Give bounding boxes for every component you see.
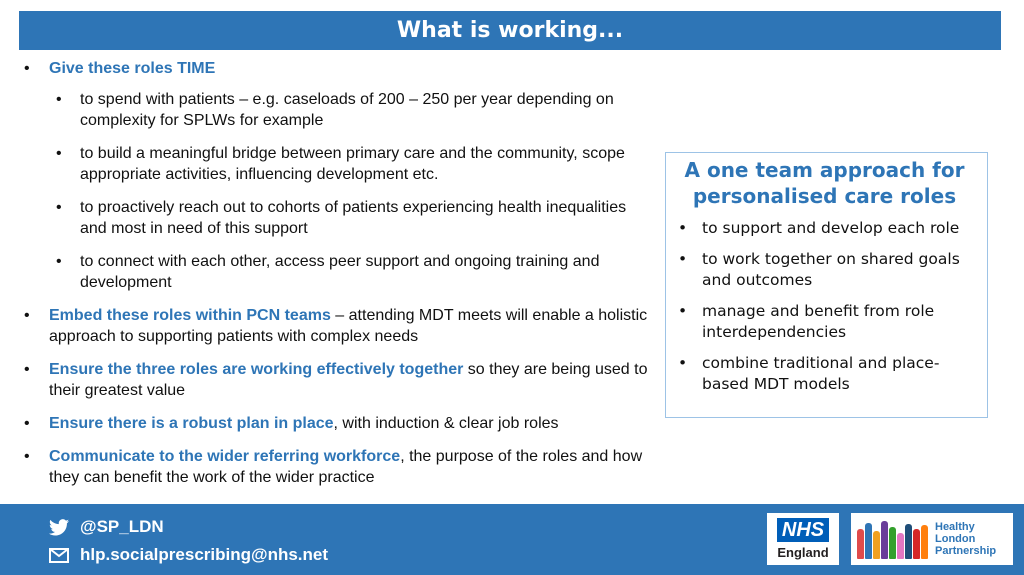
hlp-line-2: Partnership [935, 545, 997, 557]
hlp-wordmark [935, 521, 1013, 557]
sub-bullet-3: • to proactively reach out to cohorts of patients experiencing health inequalities and most in need of this support [56, 197, 654, 239]
sub-bullet-1: • to spend with patients – e.g. caseloads of 200 – 250 per year depending on complexity for SPLWs for example [56, 89, 654, 131]
bullet-highlight: Communicate to the wider referring workforce [49, 448, 401, 465]
email-contact[interactable] [48, 545, 328, 565]
healthy-london-partnership-logo [851, 513, 1013, 565]
box-list [674, 218, 975, 395]
bullet-highlight: Give these roles TIME [49, 60, 216, 77]
email-address: hlp.socialprescribing@nhs.net [80, 545, 329, 564]
nhs-badge: NHS [777, 518, 829, 542]
mail-icon [48, 545, 70, 565]
bullet-text: – attending MDT meets will enable a holistic approach to supporting patients with complex needs [49, 307, 648, 345]
bullet-highlight: Ensure there is a robust plan in place [49, 415, 334, 432]
bullet-highlight: Ensure the three roles are working effectively together [49, 361, 464, 378]
box-item: • manage and benefit from role interdependencies [674, 301, 975, 343]
sub-bullet-2: • to build a meaningful bridge between primary care and the community, scope appropriate activities, influencing development etc. [56, 143, 654, 185]
box-item: • combine traditional and place-based MDT models [674, 353, 975, 395]
bullet-three-roles [24, 359, 654, 401]
bullet-highlight: Embed these roles within PCN teams [49, 307, 331, 324]
box-item: • to work together on shared goals and outcomes [674, 249, 975, 291]
one-team-box [665, 152, 988, 418]
twitter-contact[interactable] [48, 517, 164, 537]
box-item: • to support and develop each role [674, 218, 975, 239]
nhs-england-logo [767, 513, 839, 565]
sub-bullet-4: • to connect with each other, access peer support and ongoing training and development [56, 251, 654, 293]
title-bar [19, 11, 1001, 50]
nhs-region: England [777, 545, 829, 560]
hlp-line-1: Healthy London [935, 521, 976, 545]
twitter-icon [48, 517, 70, 537]
bullet-robust-plan [24, 413, 654, 434]
twitter-handle: @SP_LDN [80, 517, 164, 536]
page-title: What is working... [396, 18, 624, 43]
people-illustration-icon [857, 519, 929, 559]
left-bullet-list [24, 58, 654, 500]
bullet-text: , with induction & clear job roles [333, 415, 559, 432]
bullet-text: , the purpose of the roles and how they can benefit the work of the wider practice [49, 448, 643, 486]
bullet-communicate [24, 446, 654, 488]
bullet-text: so they are being used to their greatest value [49, 361, 648, 399]
bullet-give-time [24, 58, 654, 79]
bullet-embed-roles [24, 305, 654, 347]
box-heading: A one team approach for personalised care roles [684, 158, 965, 208]
